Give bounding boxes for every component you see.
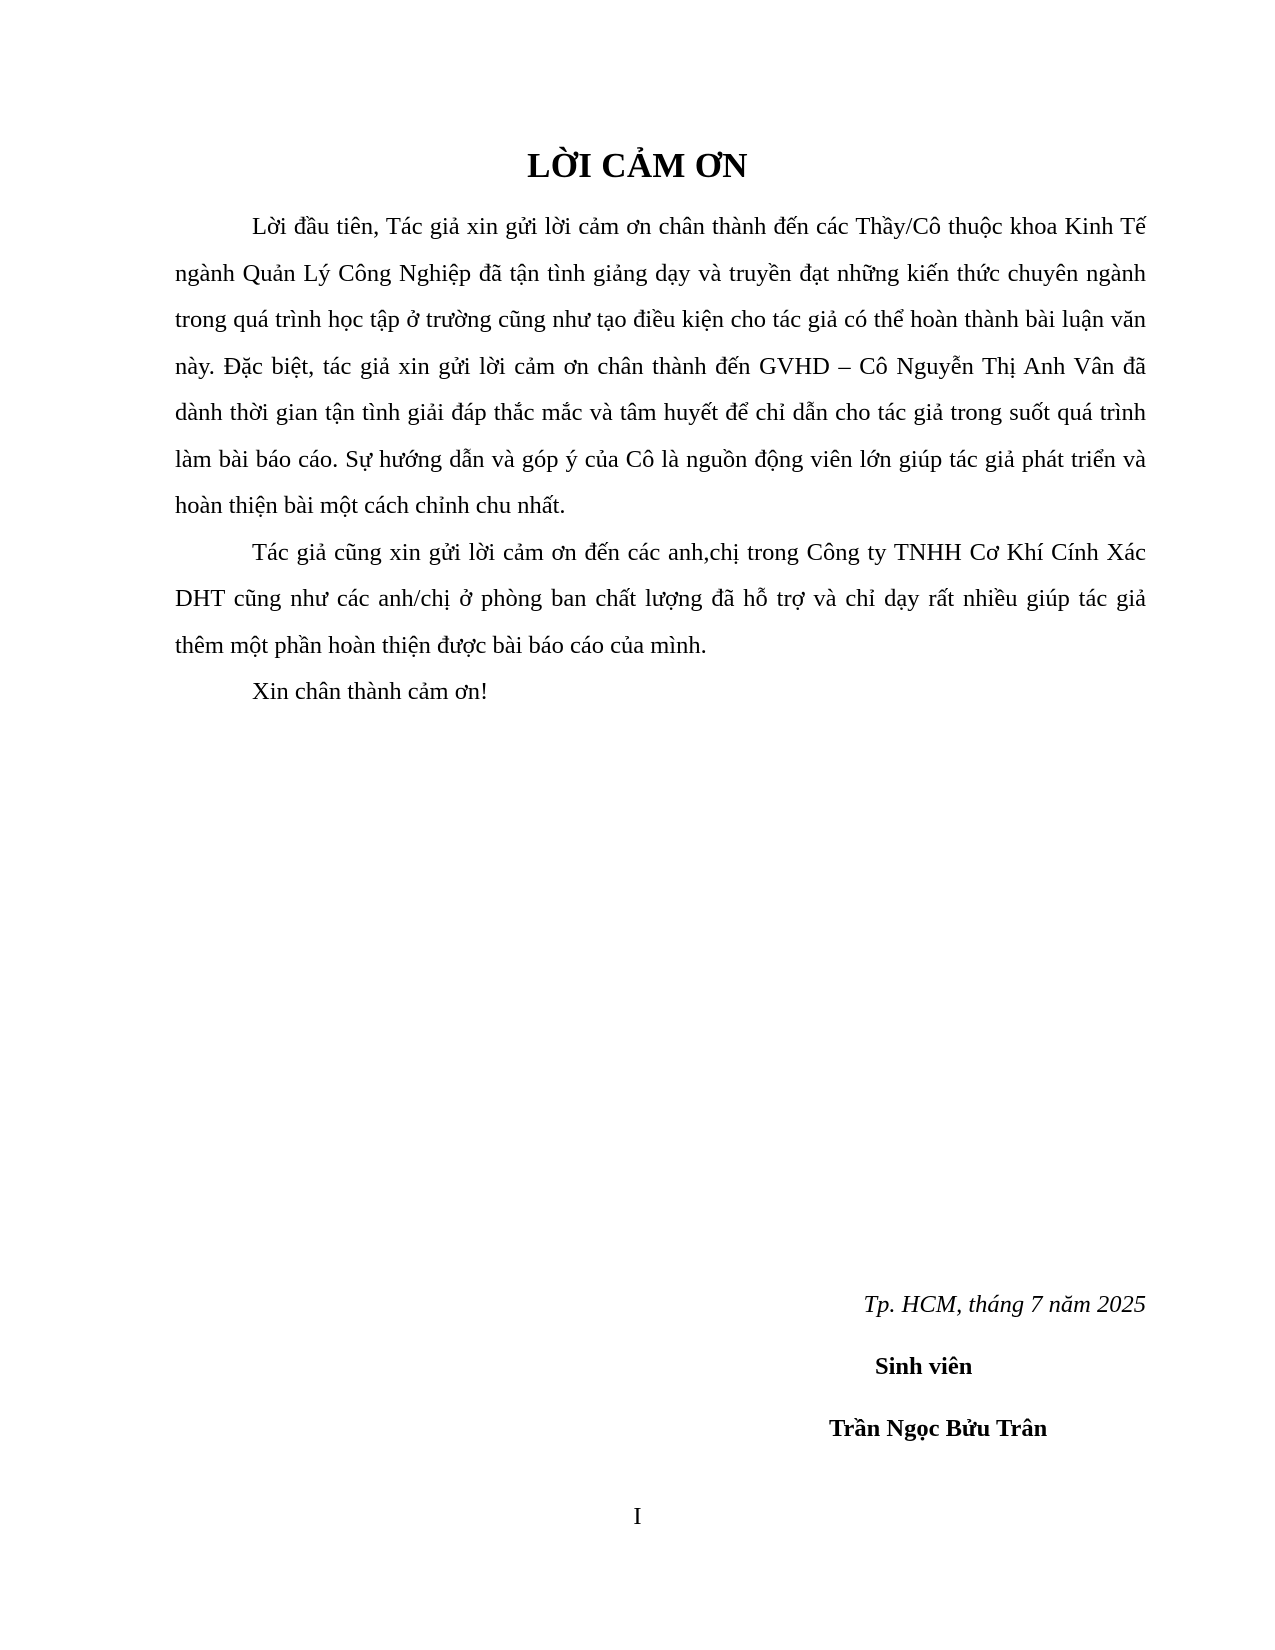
paragraph-acknowledgement-company: Tác giả cũng xin gửi lời cảm ơn đến các anh,chị trong Công ty TNHH Cơ Khí Cính Xác DHT cũng như các anh/chị ở phòng ban chất lượng đã hỗ trợ và chỉ dạy rất nhiều giúp tác giả thêm một phần hoàn thiện được bài báo cáo của mình. xyxy=(175,538,1146,659)
signature-role: Sinh viên xyxy=(875,1353,973,1380)
signature-date-place: Tp. HCM, tháng 7 năm 2025 xyxy=(863,1291,1146,1318)
page-number: I xyxy=(633,1503,642,1530)
body-text xyxy=(175,204,1146,716)
page-title: LỜI CẢM ƠN xyxy=(527,146,748,185)
signature-name: Trần Ngọc Bửu Trân xyxy=(829,1415,1048,1442)
paragraph-acknowledgement-faculty: Lời đầu tiên, Tác giả xin gửi lời cảm ơn chân thành đến các Thầy/Cô thuộc khoa Kinh Tế ngành Quản Lý Công Nghiệp đã tận tình giảng dạy và truyền đạt những kiến thức chuyên ngành trong quá trình học tập ở trường cũng như tạo điều kiện cho tác giả có thể hoàn thành bài luận văn này. Đặc biệt, tác giả xin gửi lời cảm ơn chân thành đến GVHD – Cô Nguyễn Thị Anh Vân đã dành thời gian tận tình giải đáp thắc mắc và tâm huyết để chỉ dẫn cho tác giả trong suốt quá trình làm bài báo cáo. Sự hướng dẫn và góp ý của Cô là nguồn động viên lớn giúp tác giả phát triển và hoàn thiện bài một cách chỉnh chu nhất. xyxy=(175,213,1146,519)
paragraph-closing-thanks: Xin chân thành cảm ơn! xyxy=(252,678,489,705)
